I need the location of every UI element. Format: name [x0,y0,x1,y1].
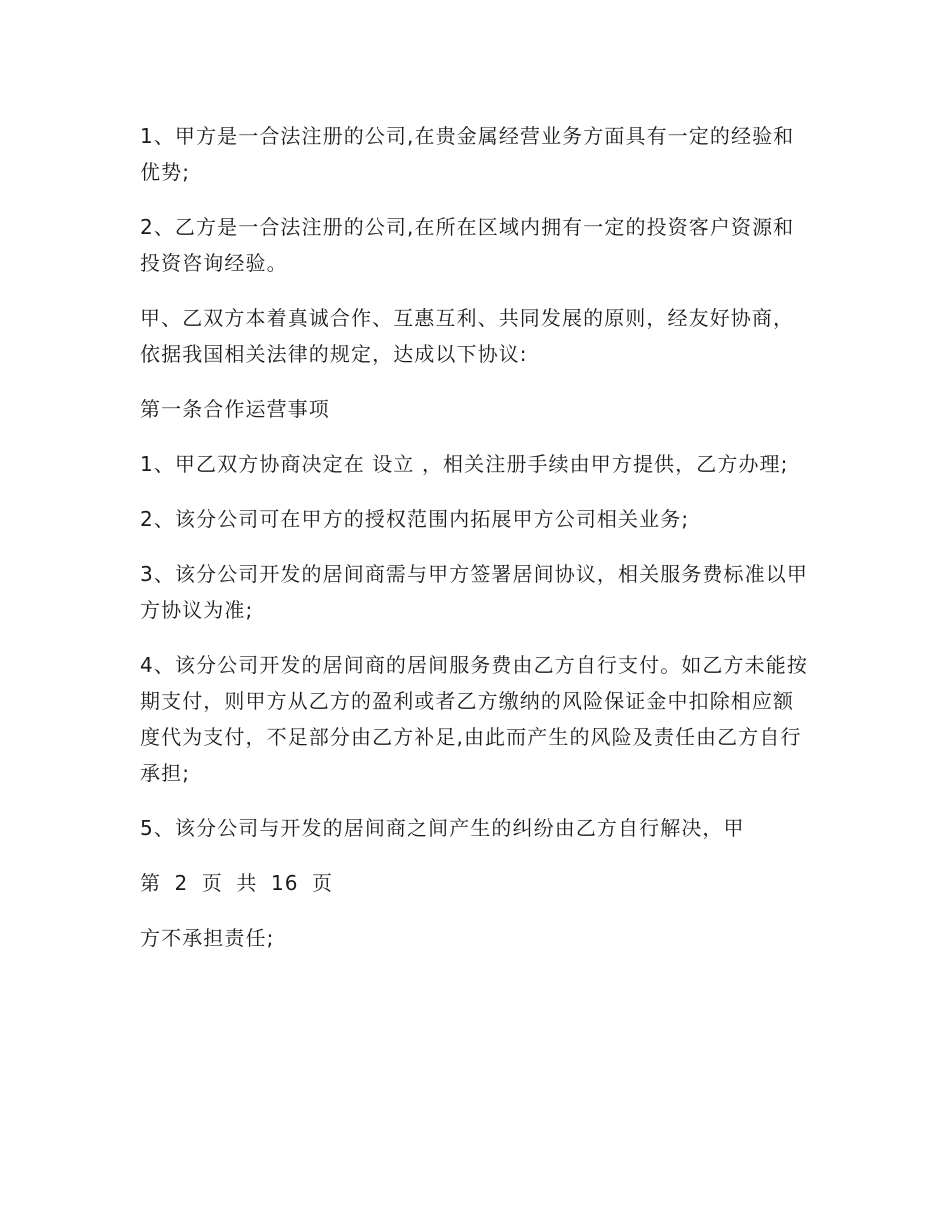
clause-item-3: 3、该分公司开发的居间商需与甲方签署居间协议，相关服务费标准以甲方协议为准; [140,562,808,622]
clause-party-a: 1、甲方是一合法注册的公司,在贵金属经营业务方面具有一定的经验和优势; [140,124,795,184]
clause-item-2: 2、该分公司可在甲方的授权范围内拓展甲方公司相关业务; [140,507,690,531]
page-indicator: 第 2 页 共 16 页 [140,871,334,895]
clause-item-4: 4、该分公司开发的居间商的居间服务费由乙方自行支付。如乙方未能按期支付，则甲方从乙方的盈利或者乙方缴纳的风险保证金中扣除相应额度代为支付，不足部分由乙方补足,由此而产生的风险及责任由乙方自行承担; [140,653,808,785]
clause-party-b: 2、乙方是一合法注册的公司,在所在区域内拥有一定的投资客户资源和投资咨询经验。 [140,215,795,275]
preamble-paragraph: 甲、乙双方本着真诚合作、互惠互利、共同发展的原则，经友好协商，依据我国相关法律的规定，达成以下协议: [140,306,795,366]
document-page [140,118,812,975]
section-heading: 第一条合作运营事项 [140,397,330,421]
clause-item-1: 1、甲乙双方协商决定在 设立 ，相关注册手续由甲方提供，乙方办理; [140,452,789,476]
continuation-text: 方不承担责任; [140,926,275,950]
clause-item-5: 5、该分公司与开发的居间商之间产生的纠纷由乙方自行解决，甲 [140,816,745,840]
